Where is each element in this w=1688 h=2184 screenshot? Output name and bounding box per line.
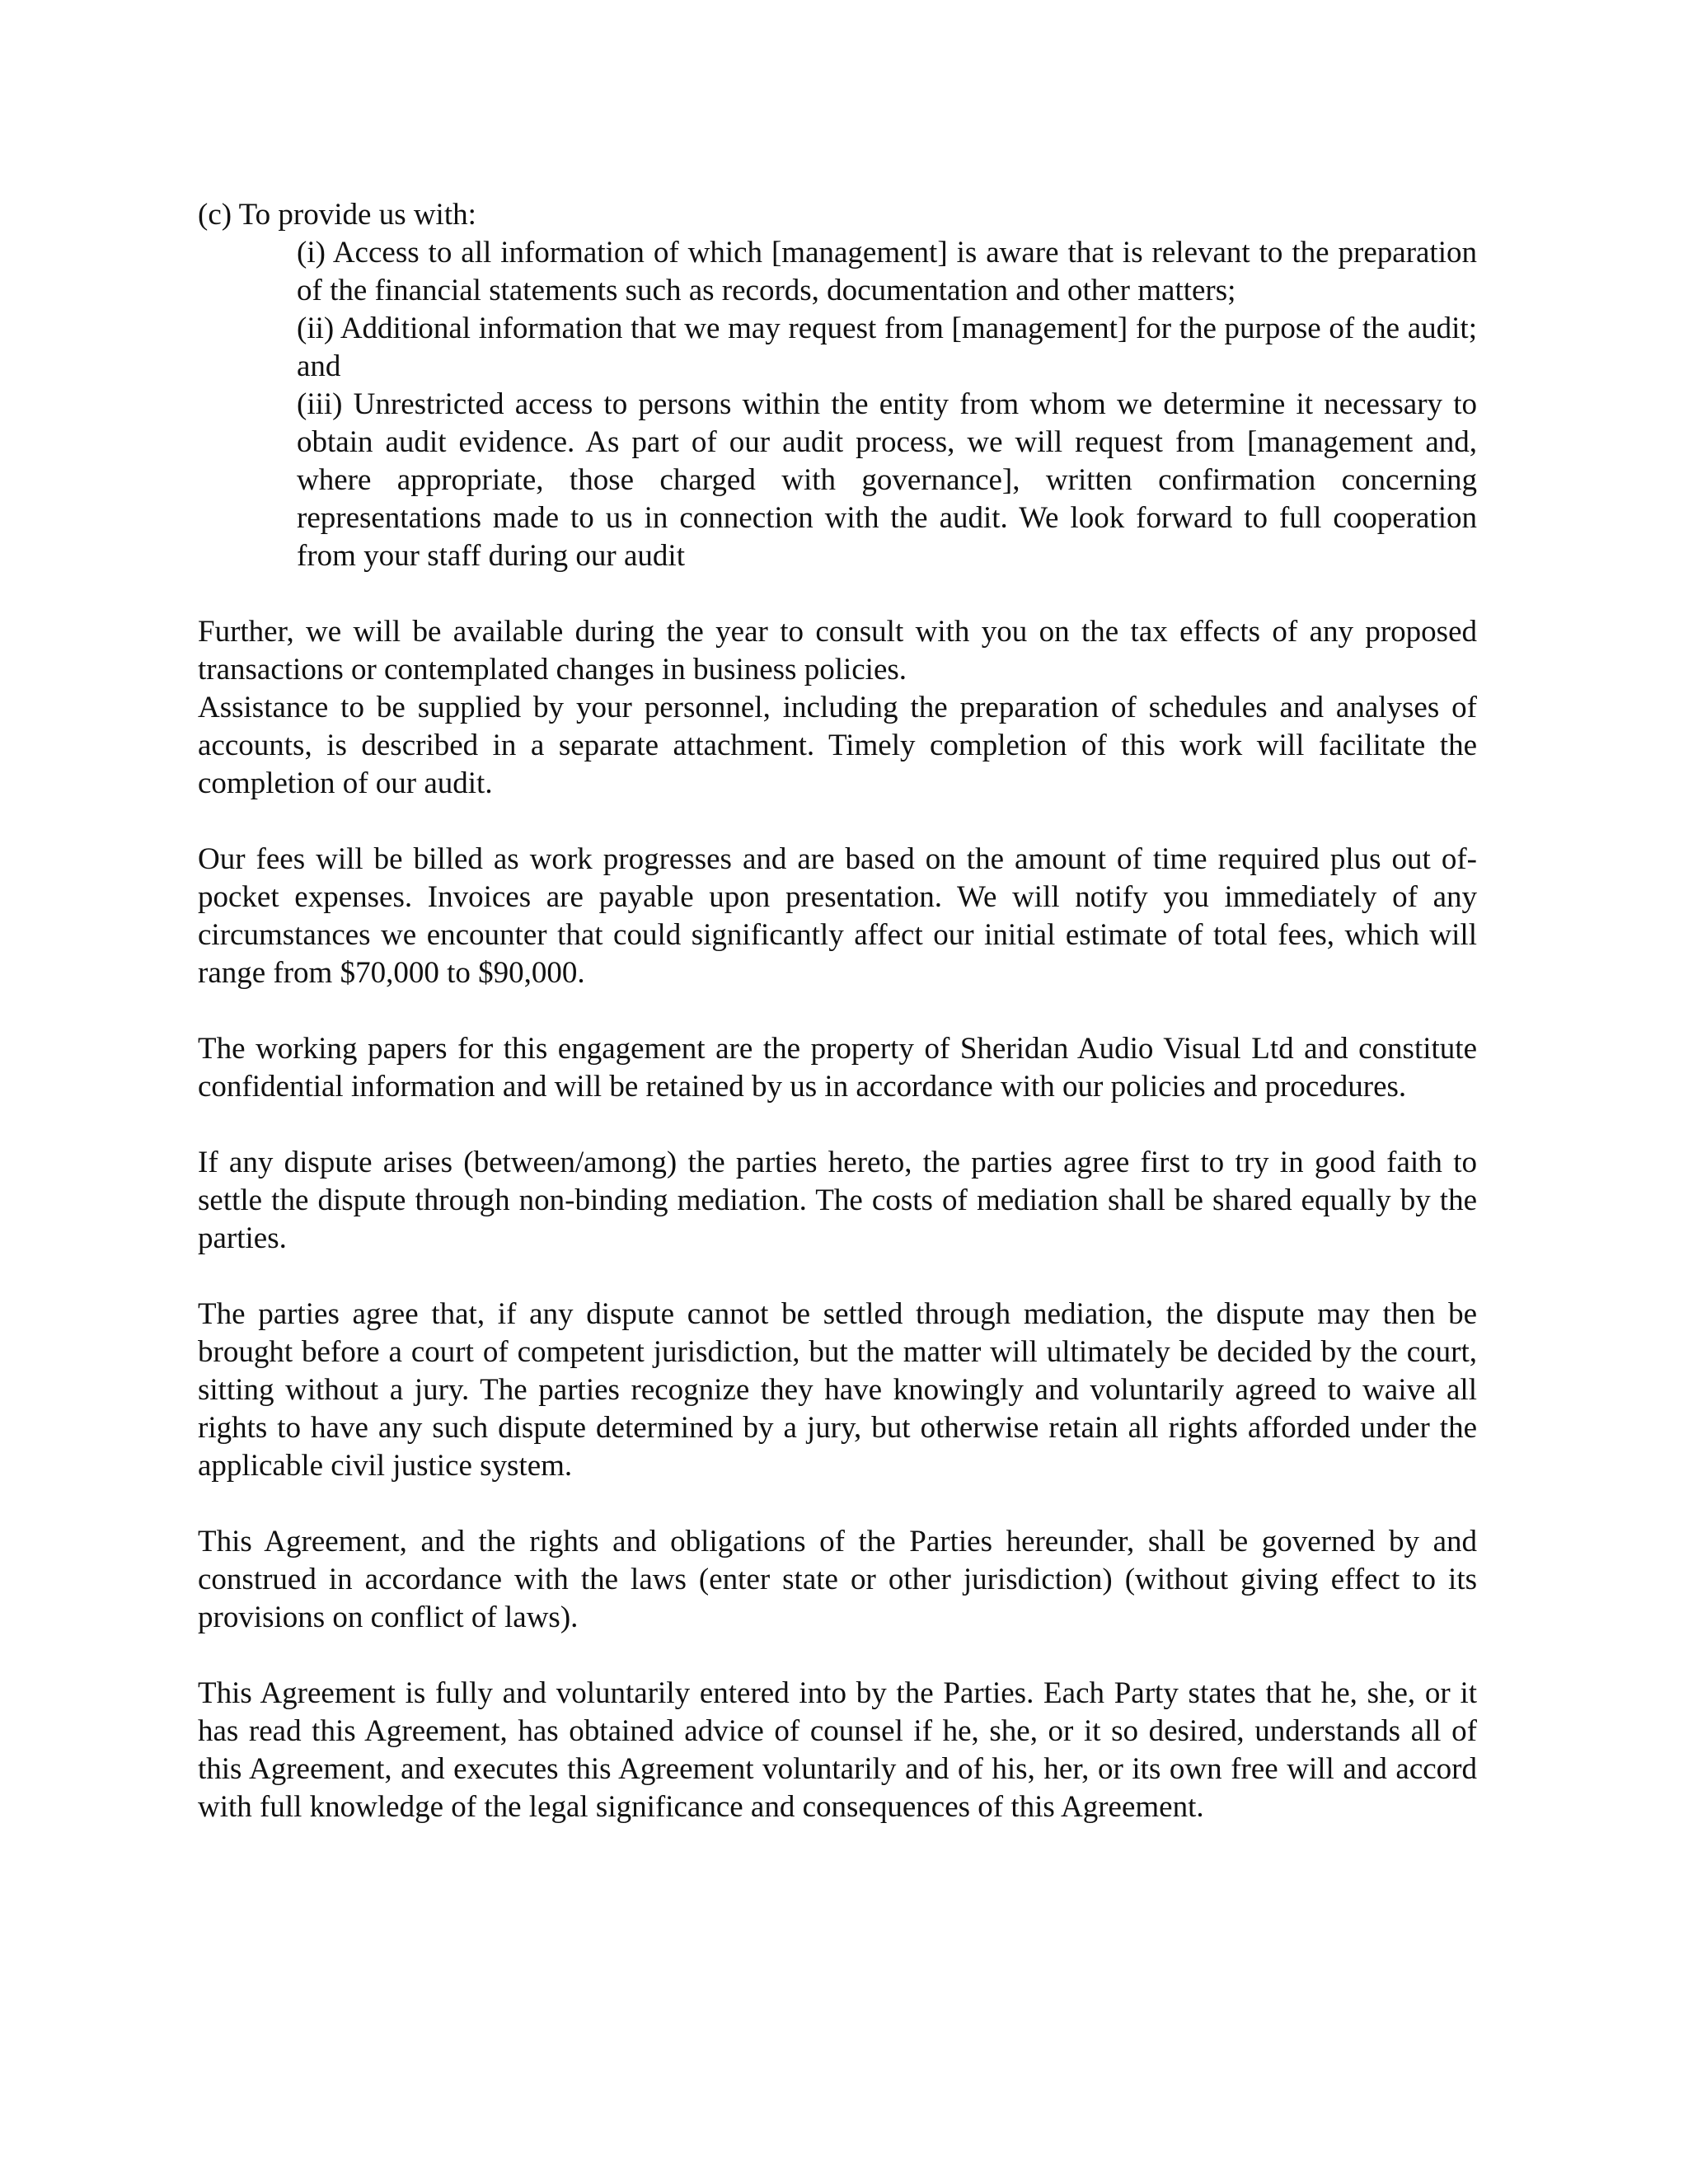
paragraph-spacer — [198, 1258, 1477, 1296]
section-c-intro: (c) To provide us with: — [198, 198, 476, 232]
paragraph-spacer — [198, 1485, 1477, 1523]
document-body — [198, 196, 1477, 1826]
paragraph-personnel-assistance: Assistance to be supplied by your personnel, including the preparation of schedules and analyses of accounts, is described in a separate attachment. Timely completion of this work will facilitate the completion of our audit. — [198, 691, 1477, 800]
paragraph-working-papers: The working papers for this engagement are the property of Sheridan Audio Visual Ltd and constitute confidential information and will be retained by us in accordance with our policies and procedures. — [198, 1032, 1477, 1104]
paragraph-spacer — [198, 1637, 1477, 1675]
paragraph-spacer — [198, 992, 1477, 1030]
paragraph-governing-law: This Agreement, and the rights and obligations of the Parties hereunder, shall be governed by and construed in accordance with the laws (enter state or other jurisdiction) (without giving effect to its provisions on conflict of laws). — [198, 1525, 1477, 1634]
paragraph-voluntary-agreement: This Agreement is fully and voluntarily entered into by the Parties. Each Party states that he, she, or it has read this Agreement, has obtained advice of counsel if he, she, or it so desired, understands all of this Agreement, and executes this Agreement voluntarily and of his, her, or its own free will and accord with full knowledge of the legal significance and consequences of this Agreement. — [198, 1676, 1477, 1824]
paragraph-court-jurisdiction: The parties agree that, if any dispute cannot be settled through mediation, the dispute may then be brought before a court of competent jurisdiction, but the matter will ultimately be decided by the court, sitting without a jury. The parties recognize they have knowingly and voluntarily agreed to waive all rights to have any such dispute determined by a jury, but otherwise retain all rights afforded under the applicable civil justice system. — [198, 1297, 1477, 1483]
paragraph-spacer — [198, 575, 1477, 613]
section-c-item-i: (i) Access to all information of which [management] is aware that is relevant to the preparation of the financial statements such as records, documentation and other matters; — [297, 236, 1477, 307]
paragraph-mediation: If any dispute arises (between/among) the parties hereto, the parties agree first to try in good faith to settle the dispute through non-binding mediation. The costs of mediation shall be shared equally by the parties. — [198, 1146, 1477, 1255]
section-c-item-ii: (ii) Additional information that we may request from [management] for the purpose of the audit; and — [297, 312, 1477, 383]
paragraph-spacer — [198, 1106, 1477, 1144]
paragraph-fees: Our fees will be billed as work progresses and are based on the amount of time required plus out of-pocket expenses. Invoices are payable upon presentation. We will notify you immediately of any circumstances we encounter that could significantly affect our initial estimate of total fees, which will range from $70,000 to $90,000. — [198, 842, 1477, 990]
paragraph-tax-consultation: Further, we will be available during the year to consult with you on the tax effects of any proposed transactions or contemplated changes in business policies. — [198, 615, 1477, 687]
paragraph-spacer — [198, 803, 1477, 841]
section-c-item-iii: (iii) Unrestricted access to persons within the entity from whom we determine it necessary to obtain audit evidence. As part of our audit process, we will request from [management and, where appropriate, those charged with governance], written confirmation concerning representations made to us in connection with the audit. We look forward to full cooperation from your staff during our audit — [297, 387, 1477, 573]
